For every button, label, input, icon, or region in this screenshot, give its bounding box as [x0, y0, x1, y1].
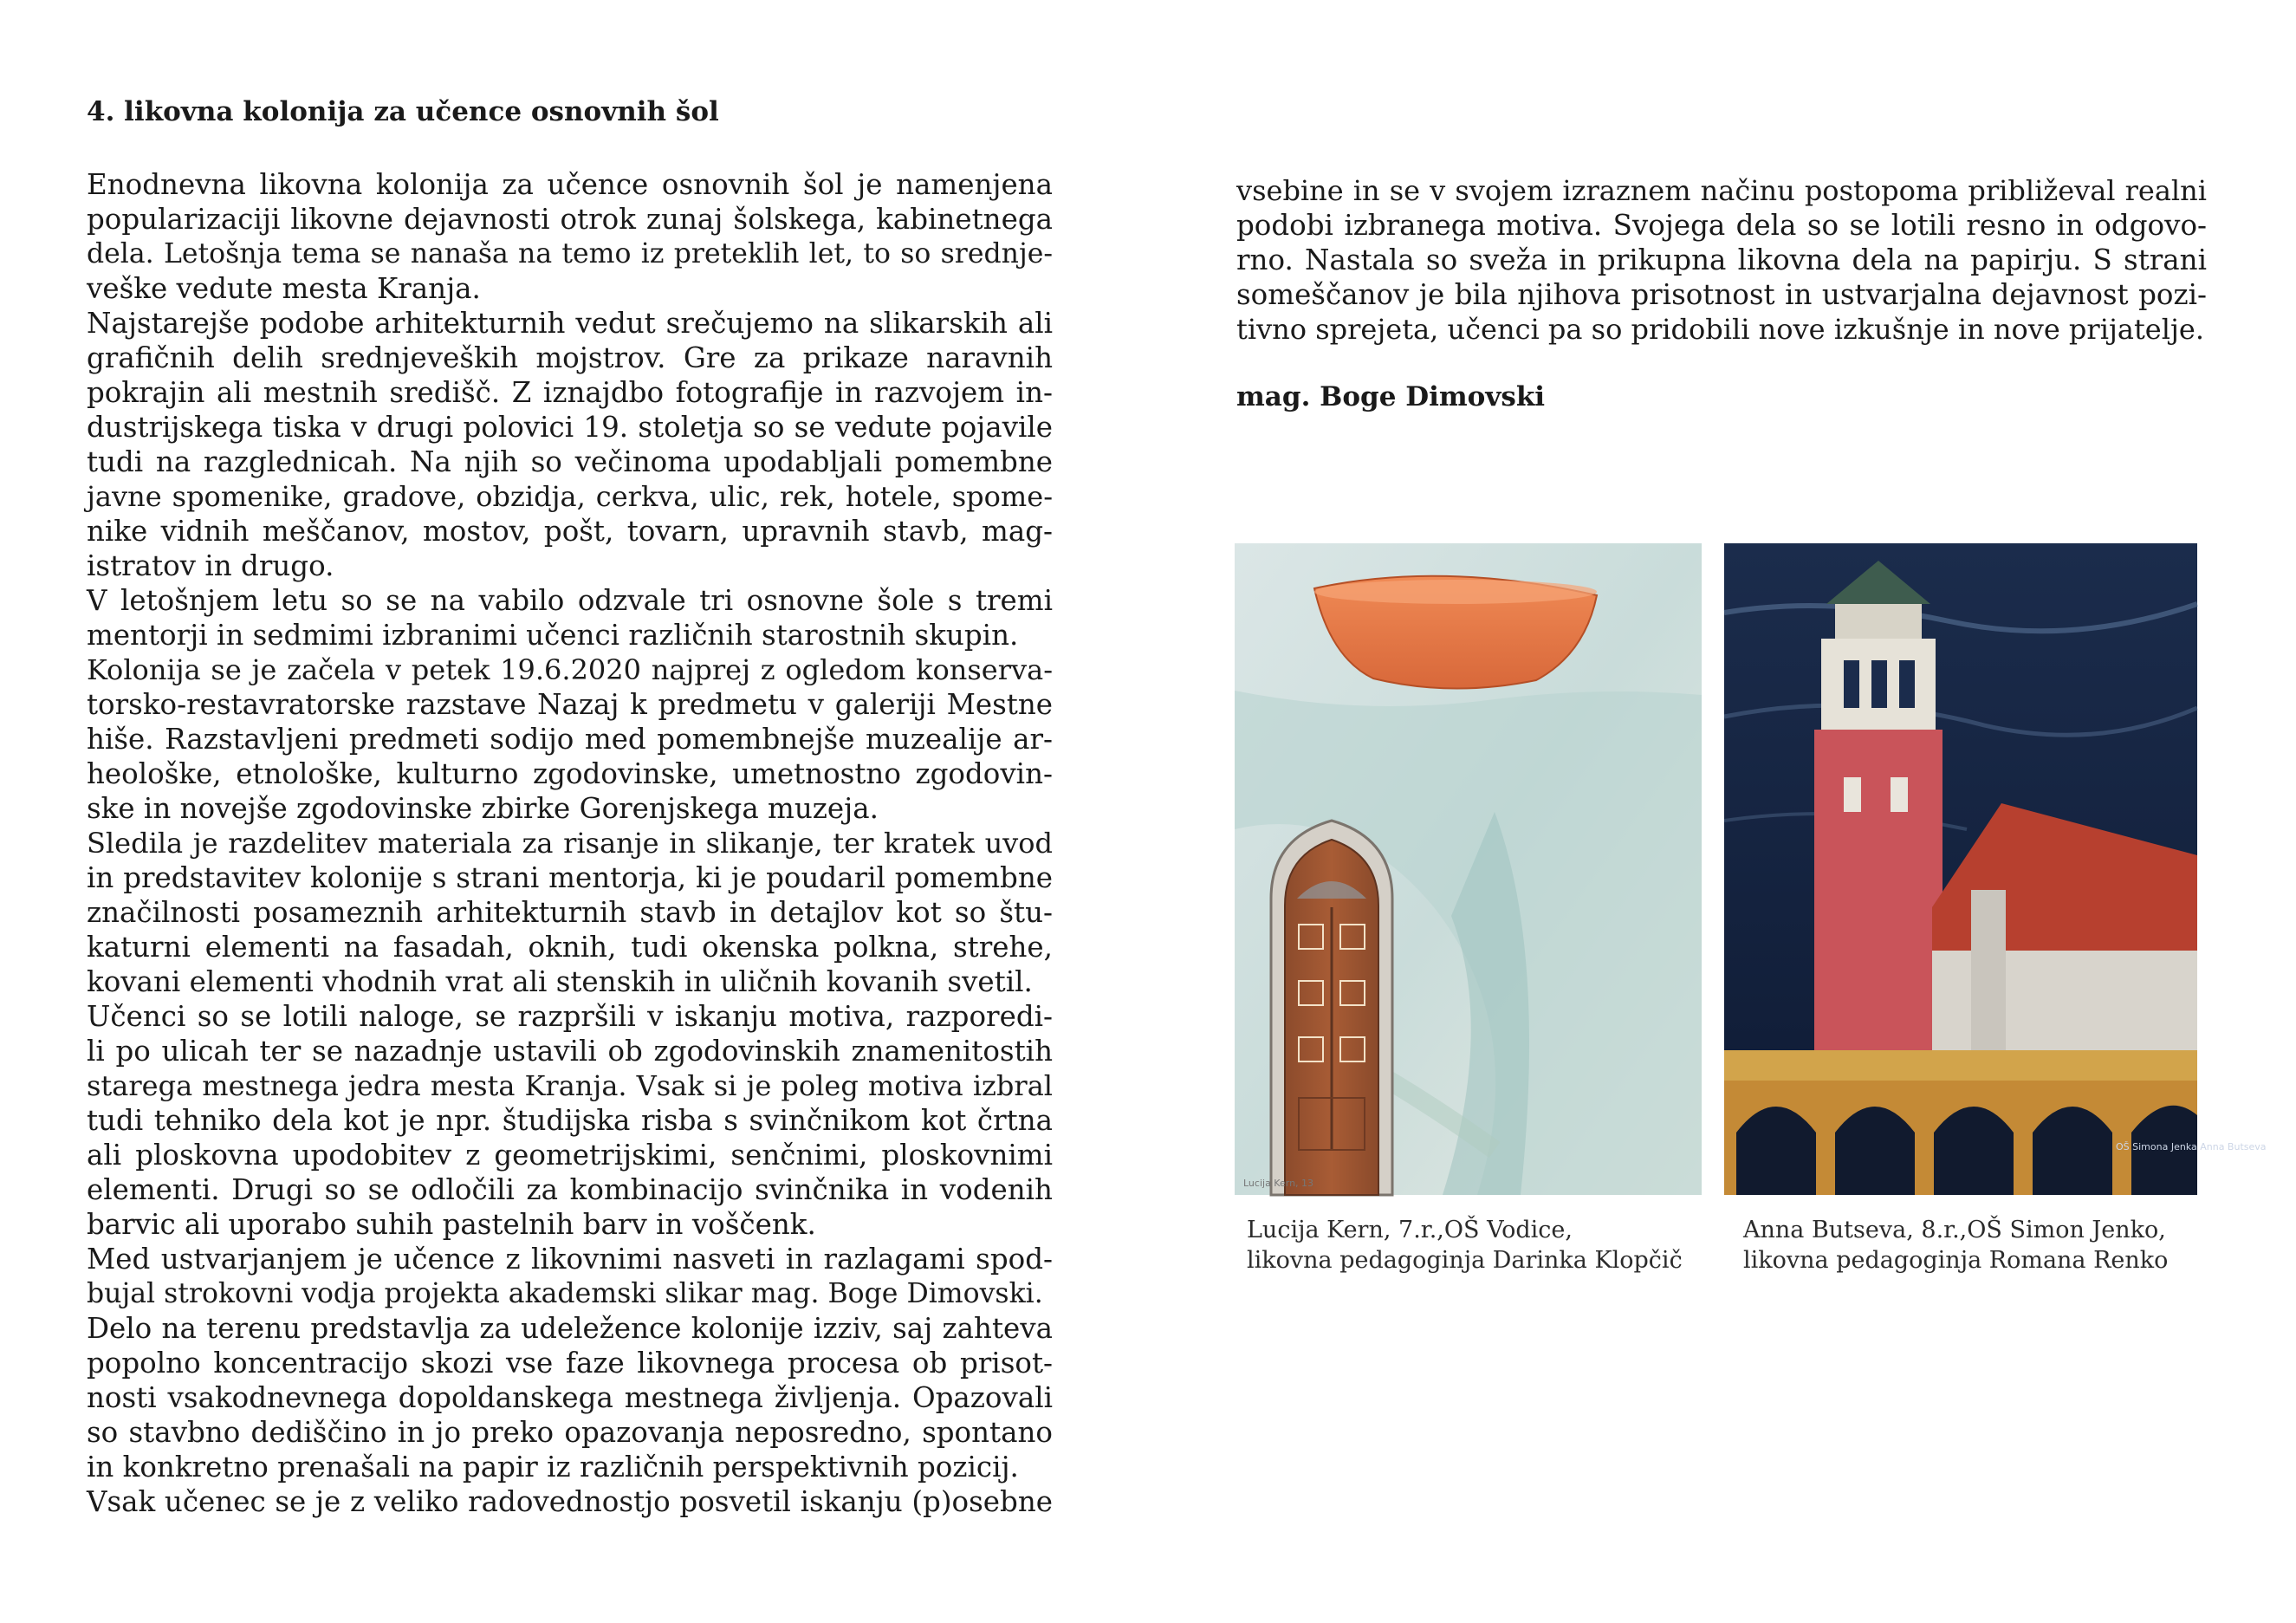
artwork-2-caption-line-1: Anna Butseva, 8.r.,OŠ Simon Jenko, — [1743, 1217, 2166, 1243]
text-line: hiše. Razstavljeni predmeti sodijo med pomembnejše muzealije ar- — [87, 723, 1053, 756]
text-line: nosti vsakodnevnega dopoldanskega mestnega življenja. Opazovali — [87, 1381, 1053, 1414]
text-line: starega mestnega jedra mesta Kranja. Vsak si je poleg motiva izbral — [87, 1069, 1053, 1102]
artwork-church-tower — [1724, 543, 2267, 1195]
text-line: rno. Nastala so sveža in prikupna likovna dela na papirju. S strani — [1236, 243, 2207, 276]
text-line: dustrijskega tiska v drugi polovici 19. stoletja so se vedute pojavile — [87, 411, 1053, 444]
text-line: in predstavitev kolonije s strani mentorja, ki je poudaril pomembne — [87, 861, 1053, 894]
text-line: tudi tehniko dela kot je npr. študijska risba s svinčnikom kot črtna — [87, 1104, 1053, 1137]
text-line: grafičnih delih srednjeveških mojstrov. Gre za prikaze naravnih — [87, 341, 1053, 374]
text-line: Najstarejše podobe arhitekturnih vedut srečujemo na slikarskih ali — [87, 307, 1053, 340]
text-line: Delo na terenu predstavlja za udeležence kolonije izziv, saj zahteva — [87, 1312, 1053, 1345]
text-line: someščanov je bila njihova prisotnost in ustvarjalna dejavnost pozi- — [1236, 278, 2207, 311]
text-line: podobi izbranega motiva. Svojega dela so se lotili resno in odgovo- — [1236, 209, 2207, 242]
text-line: Enodnevna likovna kolonija za učence osnovnih šol je namenjena — [87, 168, 1053, 201]
text-line: značilnosti posameznih arhitekturnih stavb in detajlov kot so štu- — [87, 896, 1053, 929]
artwork-2-artist-signature: OŠ Simona Jenka Anna Butseva — [2116, 1141, 2267, 1152]
text-line: pokrajin ali mestnih središč. Z iznajdbo fotografije in razvojem in- — [87, 376, 1053, 409]
text-line: mentorji in sedmimi izbranimi učenci različnih starostnih skupin. — [87, 619, 1019, 652]
text-line: tivno sprejeta, učenci pa so pridobili nove izkušnje in nove prijatelje. — [1236, 313, 2204, 346]
text-line: veške vedute mesta Kranja. — [87, 272, 481, 305]
text-line: kovani elementi vhodnih vrat ali stenskih in uličnih kovanih svetil. — [87, 965, 1033, 998]
text-line: Vsak učenec se je z veliko radovednostjo posvetil iskanju (p)osebne — [87, 1485, 1053, 1518]
text-line: V letošnjem letu so se na vabilo odzvale tri osnovne šole s tremi — [87, 584, 1053, 617]
text-line: Med ustvarjanjem je učence z likovnimi nasveti in razlagami spod- — [87, 1243, 1053, 1276]
text-line: heološke, etnološke, kulturno zgodovinske, umetnostno zgodovin- — [87, 757, 1053, 790]
text-line: Učenci so se lotili naloge, se razpršili v iskanju motiva, razporedi- — [87, 1000, 1053, 1033]
text-line: javne spomenike, gradove, obzidja, cerkva, ulic, rek, hotele, spome- — [87, 480, 1053, 513]
text-line: tudi na razglednicah. Na njih so večinoma upodabljali pomembne — [87, 445, 1053, 478]
text-line: katurni elementi na fasadah, oknih, tudi okenska polkna, strehe, — [87, 931, 1053, 964]
artwork-1-caption-line-1: Lucija Kern, 7.r.,OŠ Vodice, — [1247, 1217, 1573, 1243]
left-text-column — [87, 167, 1053, 1519]
text-line: elementi. Drugi so se odločili za kombinacijo svinčnika in vodenih — [87, 1173, 1053, 1206]
author-signature: mag. Boge Dimovski — [1236, 381, 1546, 412]
text-line: nike vidnih meščanov, mostov, pošt, tovarn, upravnih stavb, mag- — [87, 515, 1053, 548]
text-line: Sledila je razdelitev materiala za risanje in slikanje, ter kratek uvod — [87, 827, 1053, 860]
text-line: vsebine in se v svojem izraznem načinu postopoma približeval realni — [1236, 174, 2207, 207]
article-title: 4. likovna kolonija za učence osnovnih šol — [87, 96, 719, 127]
artwork-1-caption-line-2: likovna pedagoginja Darinka Klopčič — [1247, 1247, 1683, 1274]
text-line: popularizaciji likovne dejavnosti otrok zunaj šolskega, kabinetnega — [87, 203, 1053, 236]
text-line: popolno koncentracijo skozi vse faze likovnega procesa ob prisot- — [87, 1347, 1053, 1380]
text-line: ali ploskovna upodobitev z geometrijskimi, senčnimi, ploskovnimi — [87, 1139, 1053, 1172]
text-line: barvic ali uporabo suhih pastelnih barv in voščenk. — [87, 1208, 816, 1241]
artwork-1-artist-signature: Lucija Kern, 13 — [1243, 1178, 1314, 1189]
text-line: dela. Letošnja tema se nanaša na temo iz preteklih let, to so srednje- — [87, 238, 1053, 269]
text-line: torsko-restavratorske razstave Nazaj k predmetu v galeriji Mestne — [87, 688, 1053, 721]
artwork-bowl-and-door — [1235, 543, 1702, 1195]
artwork-1-caption — [1247, 1215, 1697, 1276]
text-line: Kolonija se je začela v petek 19.6.2020 najprej z ogledom konserva- — [87, 653, 1053, 686]
artwork-2-caption — [1743, 1215, 2198, 1276]
text-line: in konkretno prenašali na papir iz različnih perspektivnih pozicij. — [87, 1451, 1019, 1483]
text-line: bujal strokovni vodja projekta akademski slikar mag. Boge Dimovski. — [87, 1278, 1043, 1309]
text-line: so stavbno dediščino in jo preko opazovanja neposredno, spontano — [87, 1416, 1053, 1449]
artwork-2-caption-line-2: likovna pedagoginja Romana Renko — [1743, 1247, 2169, 1274]
text-line: istratov in drugo. — [87, 549, 334, 582]
text-line: li po ulicah ter se nazadnje ustavili ob zgodovinskih znamenitostih — [87, 1035, 1053, 1068]
right-text-column — [1236, 173, 2207, 347]
text-line: ske in novejše zgodovinske zbirke Gorenjskega muzeja. — [87, 792, 879, 825]
